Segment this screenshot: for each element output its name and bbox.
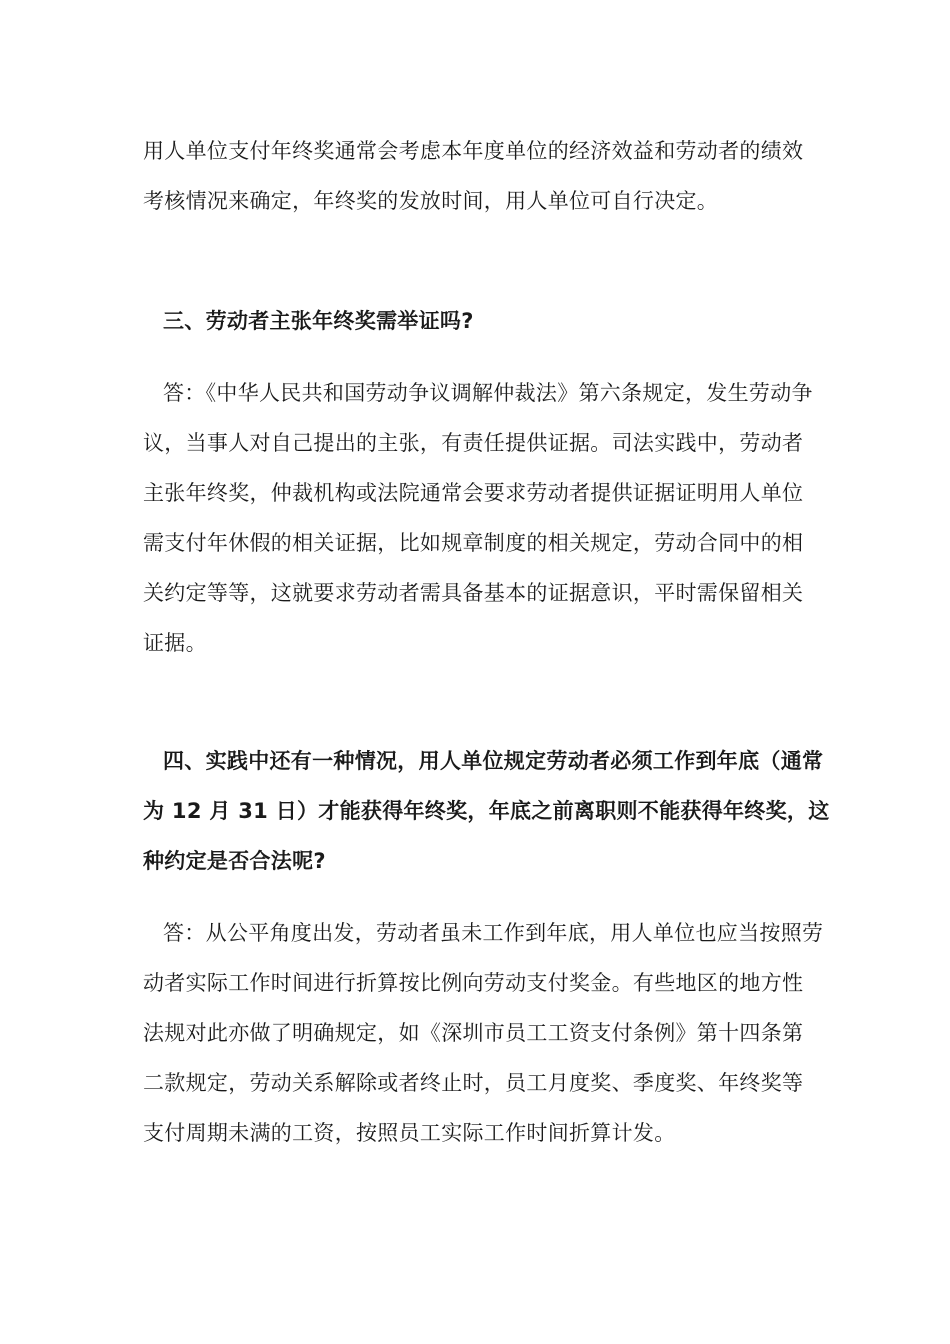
section-four-heading-line: 种约定是否合法呢? (143, 849, 326, 873)
intro-line: 用人单位支付年终奖通常会考虑本年度单位的经济效益和劳动者的绩效 (143, 139, 804, 163)
section-four-heading-line: 为 12 月 31 日）才能获得年终奖，年底之前离职则不能获得年终奖，这 (143, 799, 830, 823)
section-three-answer-line: 主张年终奖，仲裁机构或法院通常会要求劳动者提供证据证明用人单位 (143, 481, 804, 505)
section-three-answer-line: 需支付年休假的相关证据，比如规章制度的相关规定，劳动合同中的相 (143, 531, 804, 555)
section-three-answer-line: 答：《中华人民共和国劳动争议调解仲裁法》第六条规定，发生劳动争 (163, 381, 813, 405)
intro-line: 考核情况来确定，年终奖的发放时间，用人单位可自行决定。 (143, 189, 719, 213)
section-three-answer-line: 证据。 (143, 631, 207, 655)
section-four-answer-line: 法规对此亦做了明确规定，如《深圳市员工工资支付条例》第十四条第 (143, 1021, 804, 1045)
section-three-answer-line: 议，当事人对自己提出的主张，有责任提供证据。司法实践中，劳动者 (143, 431, 804, 455)
section-four-answer-line: 动者实际工作时间进行折算按比例向劳动支付奖金。有些地区的地方性 (143, 971, 804, 995)
section-four-answer-line: 答：从公平角度出发，劳动者虽未工作到年底，用人单位也应当按照劳 (163, 921, 824, 945)
section-four-answer-line: 二款规定，劳动关系解除或者终止时，员工月度奖、季度奖、年终奖等 (143, 1071, 804, 1095)
section-four-heading-line: 四、实践中还有一种情况，用人单位规定劳动者必须工作到年底（通常 (163, 749, 824, 773)
section-three-heading: 三、劳动者主张年终奖需举证吗? (163, 309, 474, 333)
section-three-answer-line: 关约定等等，这就要求劳动者需具备基本的证据意识，平时需保留相关 (143, 581, 804, 605)
section-four-answer-line: 支付周期未满的工资，按照员工实际工作时间折算计发。 (143, 1121, 676, 1145)
